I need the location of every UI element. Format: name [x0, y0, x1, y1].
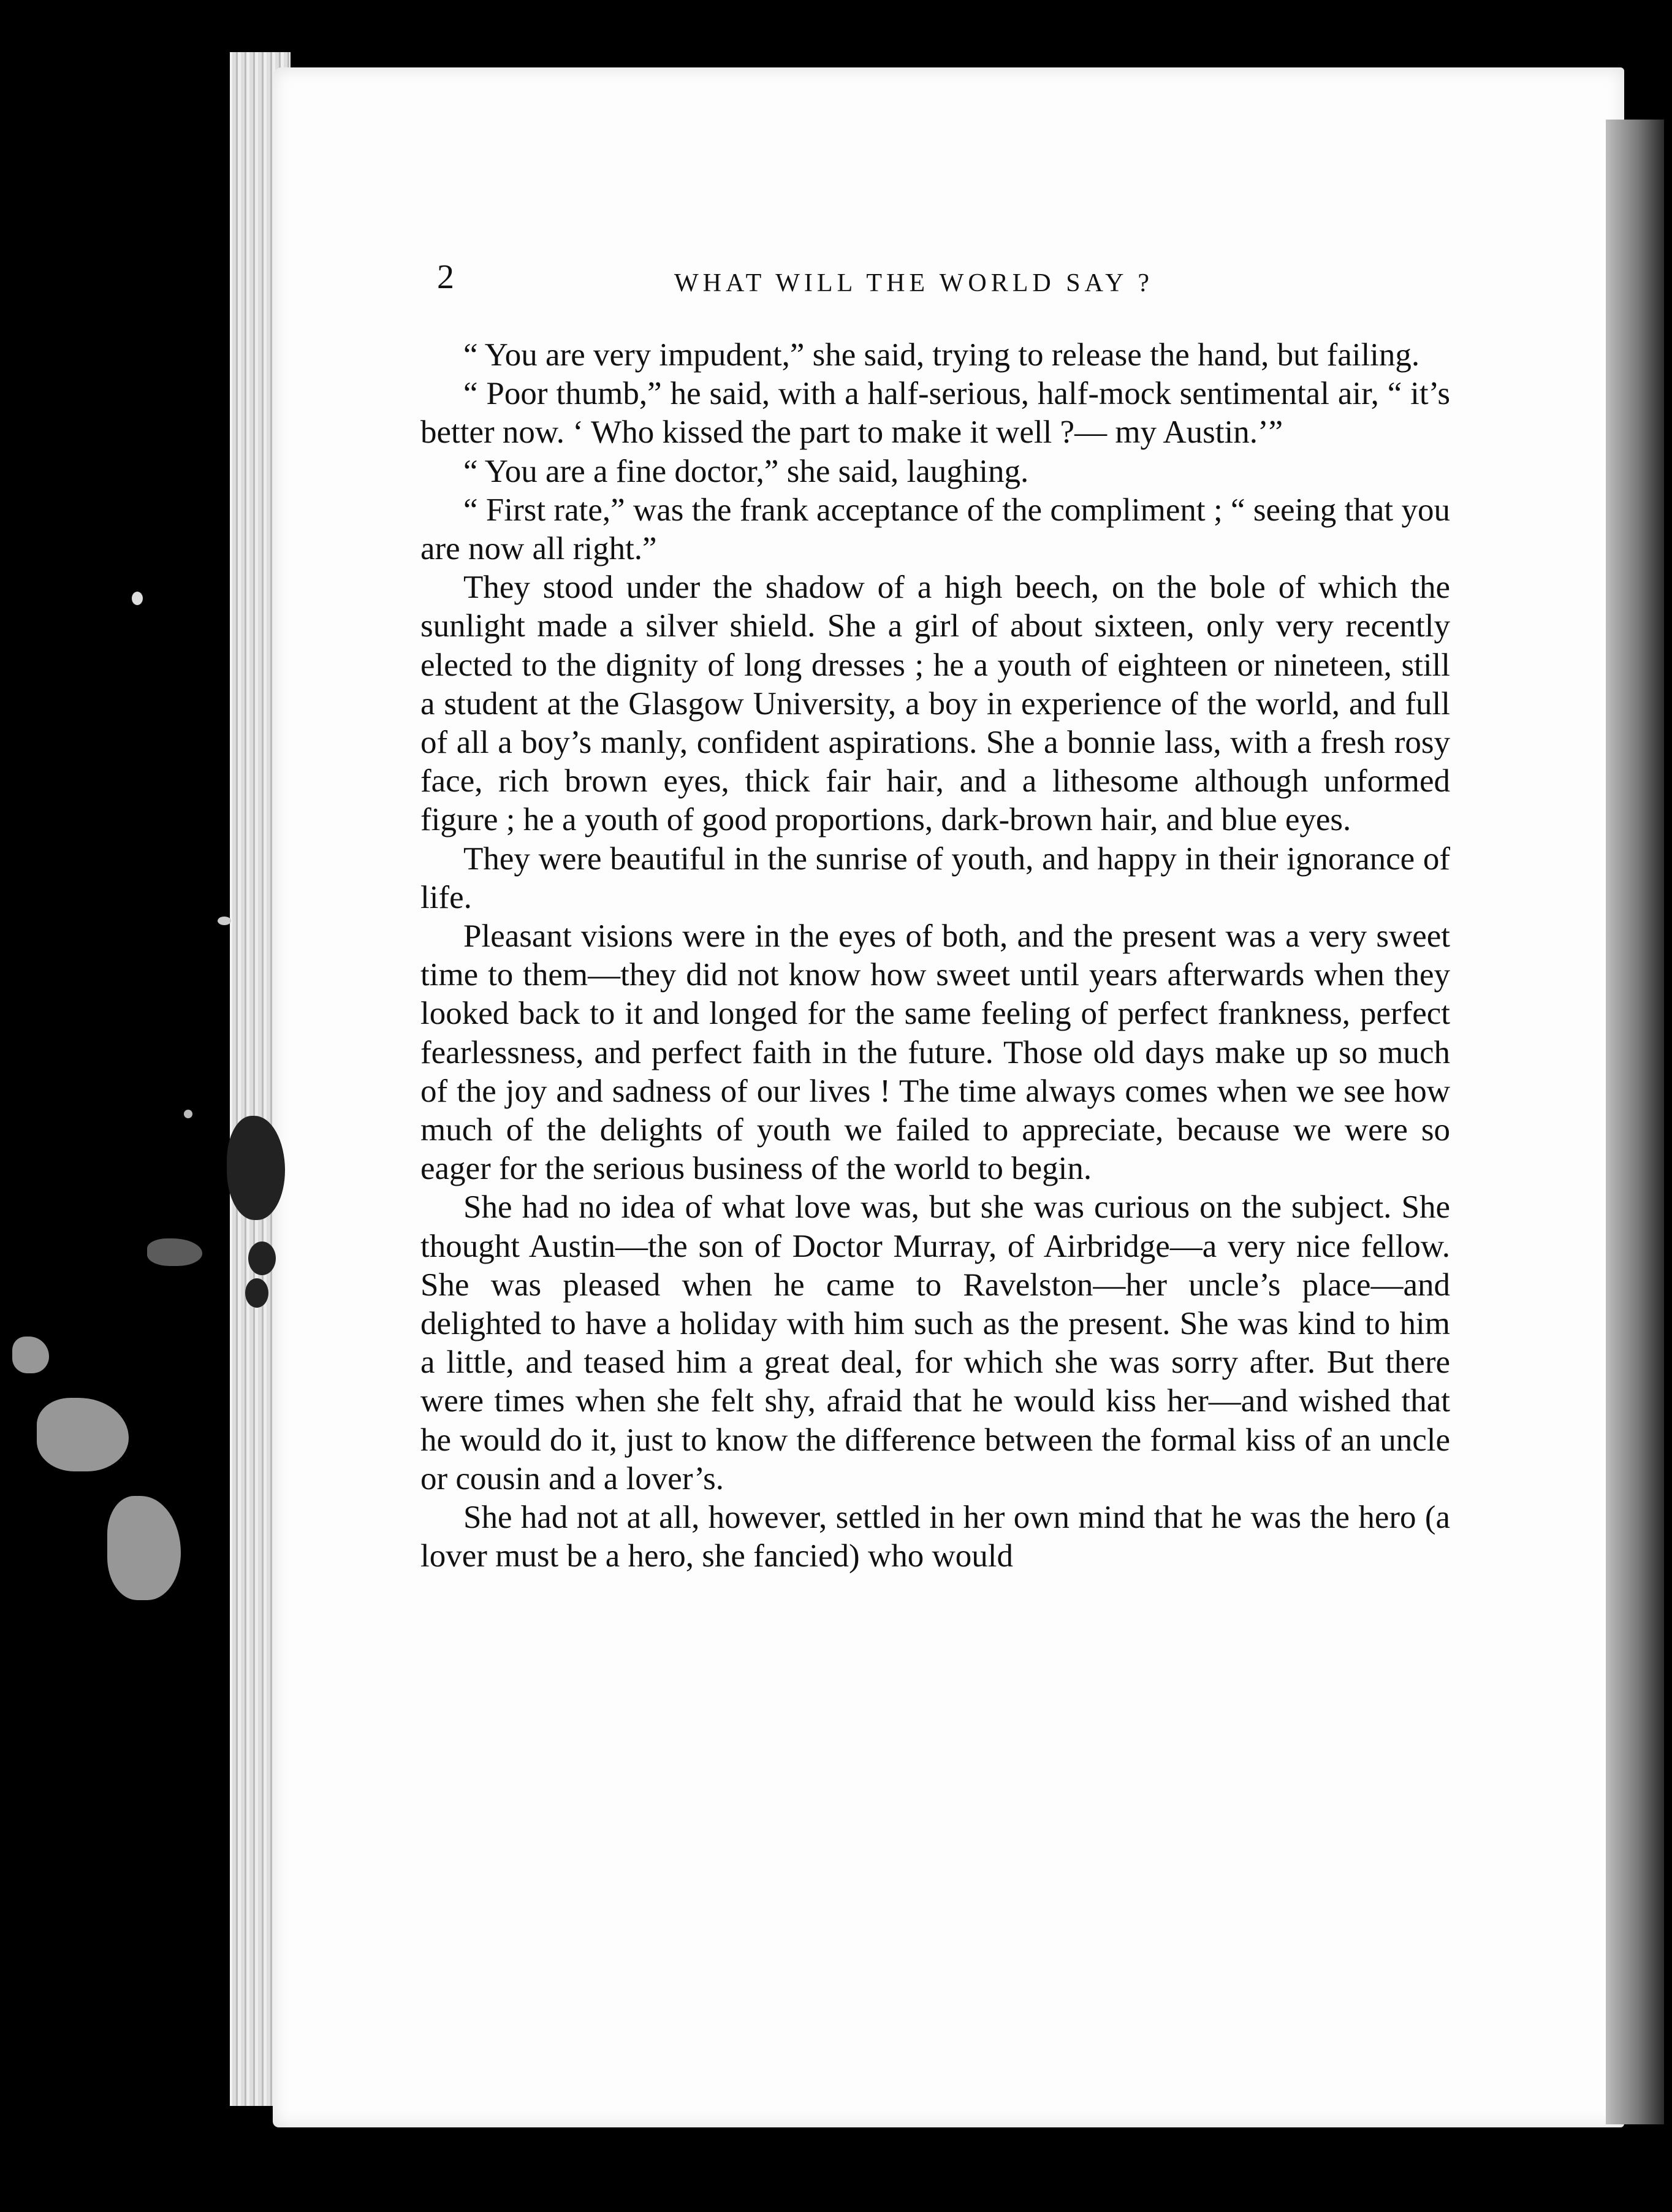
paragraph: Pleasant visions were in the eyes of both, and the present was a very sweet time to them—they did not know how sweet until years afterwards when they looked back to it and longed for the same feeling of perfect frankness, perfect fearlessness, and perfect faith in the future. Those old days make up so much of the joy and sadness of our lives ! The time always comes when we see how much of the delights of youth we failed to appreciate, because we were so eager for the serious business of the world to begin.: [420, 918, 1450, 1187]
ink-blot: [245, 1278, 268, 1308]
paragraph: They were beautiful in the sunrise of youth, and happy in their ignorance of life.: [420, 841, 1450, 915]
paper-stain: [37, 1398, 129, 1471]
paragraph: “ You are very impudent,” she said, trying to release the hand, but failing.: [463, 337, 1420, 373]
paragraph: She had no idea of what love was, but she was curious on the subject. She thought Austin—the son of Doctor Murray, of Airbridge—a very nice fellow. She was pleased when he came to Ravelston—her uncle’s place—and delighted to have a holiday with him such as the present. She was kind to him a little, and teased him a great deal, for which she was sorry after. But there were times when she felt shy, afraid that he would kiss her—and wished that he would do it, just to know the difference between the formal kiss of an uncle or cousin and a lover’s.: [420, 1189, 1450, 1497]
running-head: WHAT WILL THE WORLD SAY ?: [674, 269, 1154, 297]
dust-speck: [132, 592, 143, 605]
binding-shadow: [1606, 120, 1664, 2124]
page-number: 2: [437, 258, 454, 296]
dust-speck: [218, 917, 231, 925]
paper-stain: [147, 1238, 202, 1266]
paragraph: They stood under the shadow of a high beech, on the bole of which the sunlight made a silver shield. She a girl of about sixteen, only very recently elected to the dignity of long dresses ; he a youth of eighteen or nineteen, still a student at the Glasgow University, a boy in experience of the world, and full of all a boy’s manly, confident aspirations. She a bonnie lass, with a fresh rosy face, rich brown eyes, thick fair hair, and a lithesome although unformed figure ; he a youth of good proportions, dark-brown hair, and blue eyes.: [420, 570, 1450, 838]
paragraph: “ Poor thumb,” he said, with a half-serious, half-mock sentimental air, “ it’s better now. ‘ Who kissed the part to make it well ?— my Austin.’”: [420, 376, 1450, 451]
paper-stain: [107, 1496, 181, 1600]
paragraph: “ First rate,” was the frank acceptance of the compliment ; “ seeing that you are now all right.”: [420, 492, 1450, 567]
ink-blot: [248, 1241, 276, 1275]
paragraph: She had not at all, however, settled in her own mind that he was the hero (a lover must be a hero, she fancied) who would: [420, 1500, 1450, 1574]
paper-stain: [12, 1337, 49, 1373]
paragraph: “ You are a fine doctor,” she said, laughing.: [463, 453, 1029, 489]
body-text: [420, 336, 1450, 1576]
dust-speck: [184, 1110, 192, 1118]
